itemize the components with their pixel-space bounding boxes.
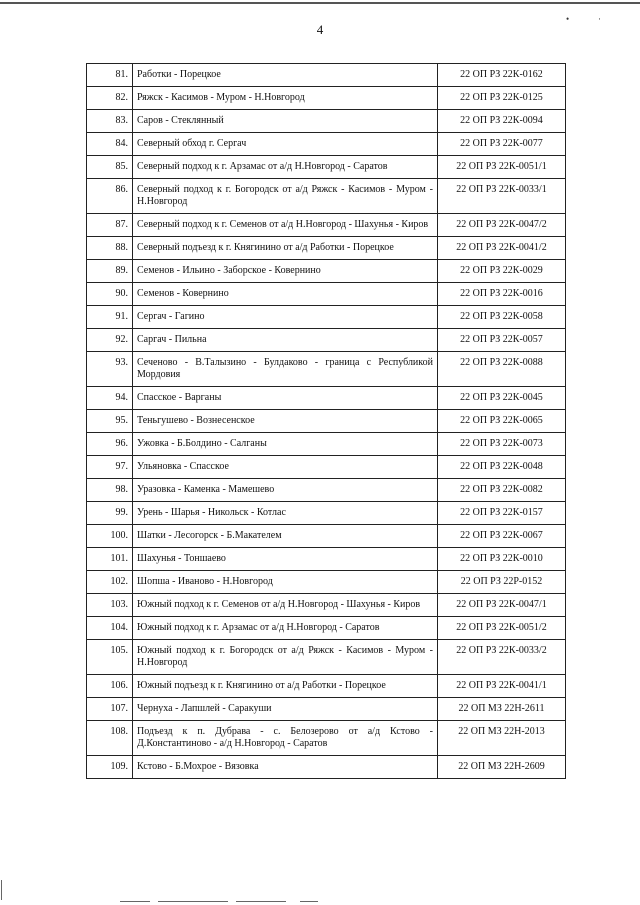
page-number: 4 (316, 22, 324, 37)
row-number: 84. (87, 133, 133, 156)
table-row (87, 283, 566, 306)
road-code: 22 ОП РЗ 22К-0057 (438, 329, 566, 352)
road-code: 22 ОП РЗ 22К-0047/1 (438, 594, 566, 617)
road-name: Спасское - Варганы (133, 387, 438, 410)
road-code: 22 ОП РЗ 22К-0041/1 (438, 675, 566, 698)
road-name: Ряжск - Касимов - Муром - Н.Новгород (133, 87, 438, 110)
road-code: 22 ОП РЗ 22К-0125 (438, 87, 566, 110)
road-code: 22 ОП РЗ 22К-0048 (438, 456, 566, 479)
scan-speck: • (566, 14, 570, 24)
row-number: 89. (87, 260, 133, 283)
row-number: 104. (87, 617, 133, 640)
road-code: 22 ОП РЗ 22К-0082 (438, 479, 566, 502)
row-number: 99. (87, 502, 133, 525)
road-code: 22 ОП РЗ 22К-0058 (438, 306, 566, 329)
road-code: 22 ОП МЗ 22Н-2609 (438, 756, 566, 779)
row-number: 107. (87, 698, 133, 721)
road-name: Семенов - Ковернино (133, 283, 438, 306)
table-row (87, 352, 566, 387)
row-number: 106. (87, 675, 133, 698)
road-name: Кстово - Б.Мохрое - Вязовка (133, 756, 438, 779)
table-row (87, 721, 566, 756)
road-code: 22 ОП МЗ 22Н-2013 (438, 721, 566, 756)
table-row (87, 387, 566, 410)
road-code: 22 ОП РЗ 22К-0029 (438, 260, 566, 283)
row-number: 82. (87, 87, 133, 110)
table-row (87, 156, 566, 179)
row-number: 92. (87, 329, 133, 352)
road-code: 22 ОП РЗ 22К-0051/1 (438, 156, 566, 179)
road-name: Северный подъезд к г. Княгинино от а/д Работки - Порецкое (133, 237, 438, 260)
top-rule (0, 2, 640, 4)
road-name: Сергач - Гагино (133, 306, 438, 329)
row-number: 108. (87, 721, 133, 756)
row-number: 105. (87, 640, 133, 675)
table-row (87, 306, 566, 329)
row-number: 83. (87, 110, 133, 133)
table-row (87, 214, 566, 237)
road-code: 22 ОП РЗ 22К-0033/1 (438, 179, 566, 214)
road-name: Северный подход к г. Арзамас от а/д Н.Новгород - Саратов (133, 156, 438, 179)
table-row (87, 237, 566, 260)
row-number: 102. (87, 571, 133, 594)
road-name: Южный подъезд к г. Княгинино от а/д Работки - Порецкое (133, 675, 438, 698)
table-row (87, 133, 566, 156)
table-row (87, 594, 566, 617)
road-name: Южный подход к г. Богородск от а/д Ряжск - Касимов - Муром - Н.Новгород (133, 640, 438, 675)
road-code: 22 ОП РЗ 22К-0077 (438, 133, 566, 156)
table-row (87, 640, 566, 675)
roads-table (86, 63, 566, 779)
road-name: Теньгушево - Вознесенское (133, 410, 438, 433)
table-row (87, 260, 566, 283)
road-name: Шопша - Иваново - Н.Новгород (133, 571, 438, 594)
row-number: 94. (87, 387, 133, 410)
road-code: 22 ОП РЗ 22К-0162 (438, 64, 566, 87)
road-name: Сеченово - В.Талызино - Булдаково - граница с Республикой Мордовия (133, 352, 438, 387)
row-number: 109. (87, 756, 133, 779)
road-name: Уразовка - Каменка - Мамешево (133, 479, 438, 502)
table-row (87, 64, 566, 87)
road-name: Северный обход г. Сергач (133, 133, 438, 156)
road-name: Семенов - Ильино - Заборское - Ковернино (133, 260, 438, 283)
road-code: 22 ОП РЗ 22К-0010 (438, 548, 566, 571)
scan-speck: · (598, 14, 601, 24)
row-number: 86. (87, 179, 133, 214)
table-row (87, 433, 566, 456)
row-number: 87. (87, 214, 133, 237)
row-number: 90. (87, 283, 133, 306)
table-row (87, 87, 566, 110)
row-number: 98. (87, 479, 133, 502)
road-name: Саров - Стеклянный (133, 110, 438, 133)
road-name: Чернуха - Лапшлей - Саракуши (133, 698, 438, 721)
row-number: 93. (87, 352, 133, 387)
table-row (87, 456, 566, 479)
table-row (87, 675, 566, 698)
table-row (87, 571, 566, 594)
row-number: 103. (87, 594, 133, 617)
road-name: Работки - Порецкое (133, 64, 438, 87)
road-name: Саргач - Пильна (133, 329, 438, 352)
table-row (87, 410, 566, 433)
road-name: Ульяновка - Спасское (133, 456, 438, 479)
table-row (87, 110, 566, 133)
road-name: Урень - Шарья - Никольск - Котлас (133, 502, 438, 525)
road-code: 22 ОП РЗ 22К-0045 (438, 387, 566, 410)
row-number: 88. (87, 237, 133, 260)
road-code: 22 ОП РЗ 22К-0157 (438, 502, 566, 525)
road-name: Южный подход к г. Арзамас от а/д Н.Новгород - Саратов (133, 617, 438, 640)
road-name: Северный подход к г. Богородск от а/д Ряжск - Касимов - Муром - Н.Новгород (133, 179, 438, 214)
road-code: 22 ОП РЗ 22Р-0152 (438, 571, 566, 594)
road-name: Ужовка - Б.Болдино - Салганы (133, 433, 438, 456)
table-row (87, 698, 566, 721)
road-name: Южный подход к г. Семенов от а/д Н.Новгород - Шахунья - Киров (133, 594, 438, 617)
road-code: 22 ОП РЗ 22К-0065 (438, 410, 566, 433)
row-number: 91. (87, 306, 133, 329)
road-code: 22 ОП РЗ 22К-0016 (438, 283, 566, 306)
table-row (87, 329, 566, 352)
road-code: 22 ОП РЗ 22К-0067 (438, 525, 566, 548)
table-row (87, 756, 566, 779)
table-row (87, 502, 566, 525)
road-code: 22 ОП РЗ 22К-0088 (438, 352, 566, 387)
road-name: Шахунья - Тоншаево (133, 548, 438, 571)
road-code: 22 ОП РЗ 22К-0033/2 (438, 640, 566, 675)
road-code: 22 ОП РЗ 22К-0047/2 (438, 214, 566, 237)
bottom-scan-marks (0, 897, 640, 905)
road-name: Северный подход к г. Семенов от а/д Н.Новгород - Шахунья - Киров (133, 214, 438, 237)
table-row (87, 525, 566, 548)
road-code: 22 ОП РЗ 22К-0073 (438, 433, 566, 456)
row-number: 100. (87, 525, 133, 548)
table-row (87, 479, 566, 502)
row-number: 85. (87, 156, 133, 179)
road-name: Подъезд к п. Дубрава - с. Белозерово от а/д Кстово - Д.Константиново - а/д Н.Новгород - Саратов (133, 721, 438, 756)
table-row (87, 179, 566, 214)
row-number: 81. (87, 64, 133, 87)
table-row (87, 617, 566, 640)
road-code: 22 ОП РЗ 22К-0051/2 (438, 617, 566, 640)
road-code: 22 ОП МЗ 22Н-2611 (438, 698, 566, 721)
row-number: 96. (87, 433, 133, 456)
road-code: 22 ОП РЗ 22К-0094 (438, 110, 566, 133)
row-number: 95. (87, 410, 133, 433)
table-row (87, 548, 566, 571)
road-name: Шатки - Лесогорск - Б.Макателем (133, 525, 438, 548)
row-number: 97. (87, 456, 133, 479)
row-number: 101. (87, 548, 133, 571)
road-code: 22 ОП РЗ 22К-0041/2 (438, 237, 566, 260)
